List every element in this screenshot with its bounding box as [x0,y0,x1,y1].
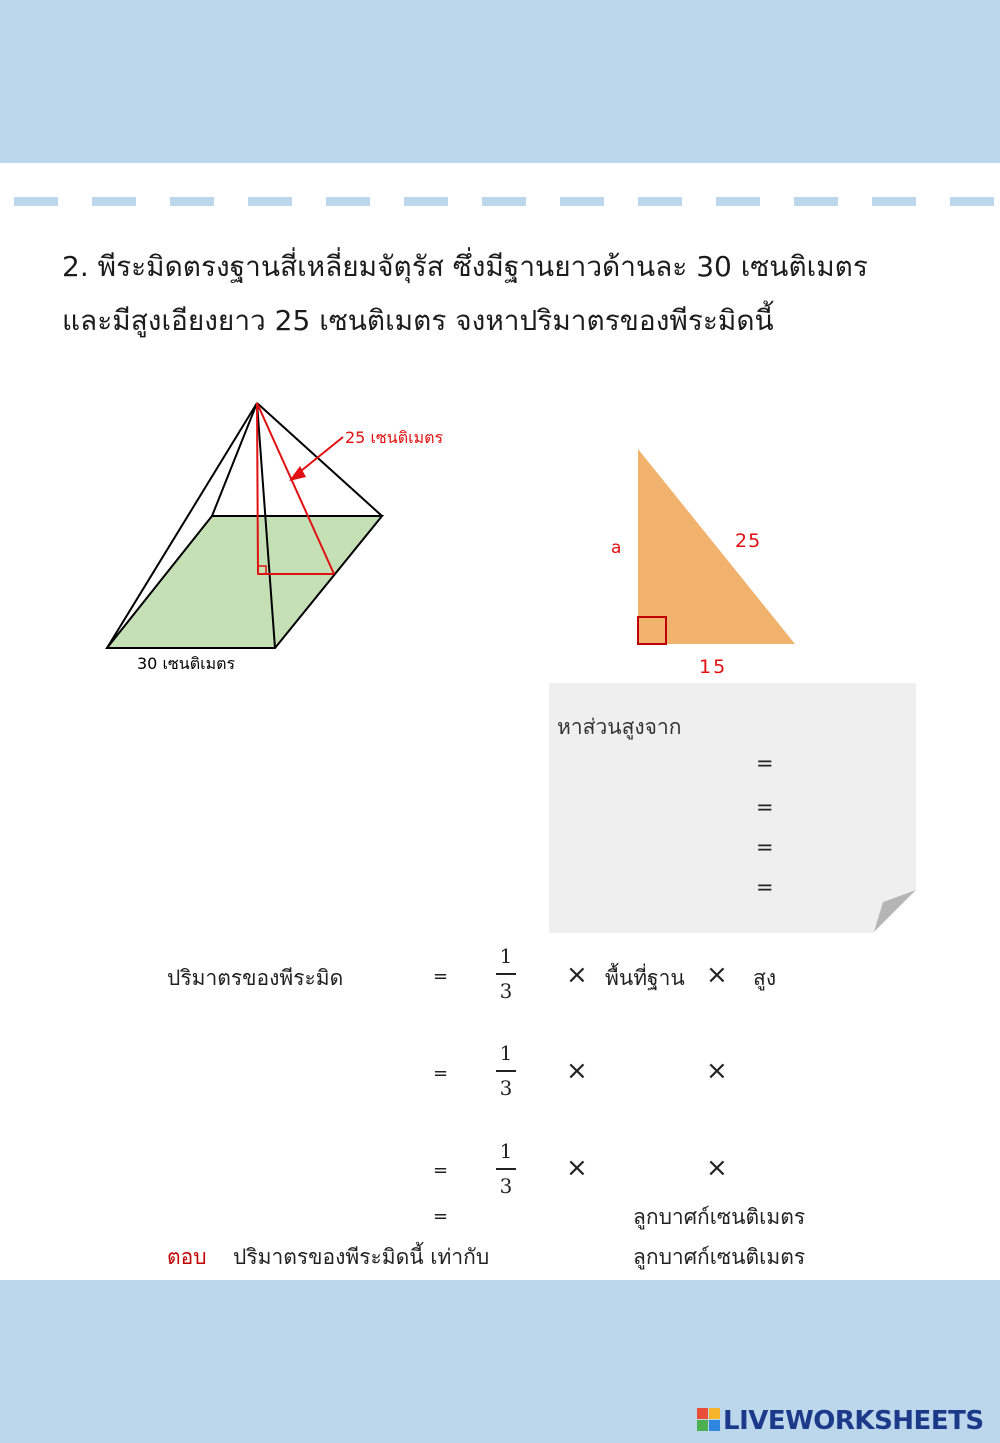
note-equals-4: = [756,875,774,899]
fraction-numerator: 1 [499,944,513,968]
fraction-numerator: 1 [499,1139,513,1163]
volume-formula-label: ปริมาตรของพีระมิด [167,966,344,990]
note-title: หาส่วนสูงจาก [557,715,682,739]
fraction-numerator: 1 [499,1041,513,1065]
note-equals-1: = [756,751,774,775]
page-curl-corner [874,890,918,934]
note-equals-3: = [756,835,774,859]
answer-unit: ลูกบาศก์เซนติเมตร [633,1245,806,1269]
right-triangle [638,449,795,644]
slant-height-label: 25 เซนติเมตร [345,428,444,447]
result-unit: ลูกบาศก์เซนติเมตร [633,1205,806,1229]
base-area-term: พื้นที่ฐาน [605,966,685,990]
fraction-bar [496,1070,516,1072]
multiply-sign: × [566,1056,588,1086]
fraction-denominator: 3 [499,979,513,1003]
fraction-bar [496,973,516,975]
liveworksheets-logo [697,1406,984,1436]
note-equals-2: = [756,795,774,819]
triangle-side-a-label: a [611,538,622,558]
multiply-sign: × [566,1153,588,1183]
liveworksheets-mark-icon [697,1408,721,1432]
multiply-sign: × [706,1056,728,1086]
fraction-one-third [494,1139,518,1198]
fraction-one-third [494,944,518,1003]
brand-name: LIVEWORKSHEETS [723,1406,984,1436]
pyramid-height-line [257,403,258,574]
formula-equals: = [433,966,449,987]
multiply-sign: × [706,1153,728,1183]
height-term: สูง [753,966,777,990]
base-length-label: 30 เซนติเมตร [137,654,236,673]
fraction-denominator: 3 [499,1174,513,1198]
question-line-1: 2. พีระมิดตรงฐานสี่เหลี่ยมจัตุรัส ซึ่งมีฐานยาวด้านละ 30 เซนติเมตร [62,250,868,283]
slant-pointer-arrow [296,437,343,475]
formula-equals: = [433,1063,449,1084]
triangle-base-label: 15 [699,656,728,678]
fraction-one-third [494,1041,518,1100]
result-equals: = [433,1206,449,1227]
formula-equals: = [433,1160,449,1181]
answer-text: ปริมาตรของพีระมิดนี้ เท่ากับ [233,1245,490,1269]
multiply-sign: × [706,960,728,990]
multiply-sign: × [566,960,588,990]
pyramid-edge [212,403,257,516]
question-line-2: และมีสูงเอียงยาว 25 เซนติเมตร จงหาปริมาตรของพีระมิดนี้ [62,304,774,337]
fraction-denominator: 3 [499,1076,513,1100]
fraction-bar [496,1168,516,1170]
pyramid-edge [257,403,382,516]
answer-keyword: ตอบ [167,1245,207,1269]
triangle-hypotenuse-label: 25 [735,530,762,552]
